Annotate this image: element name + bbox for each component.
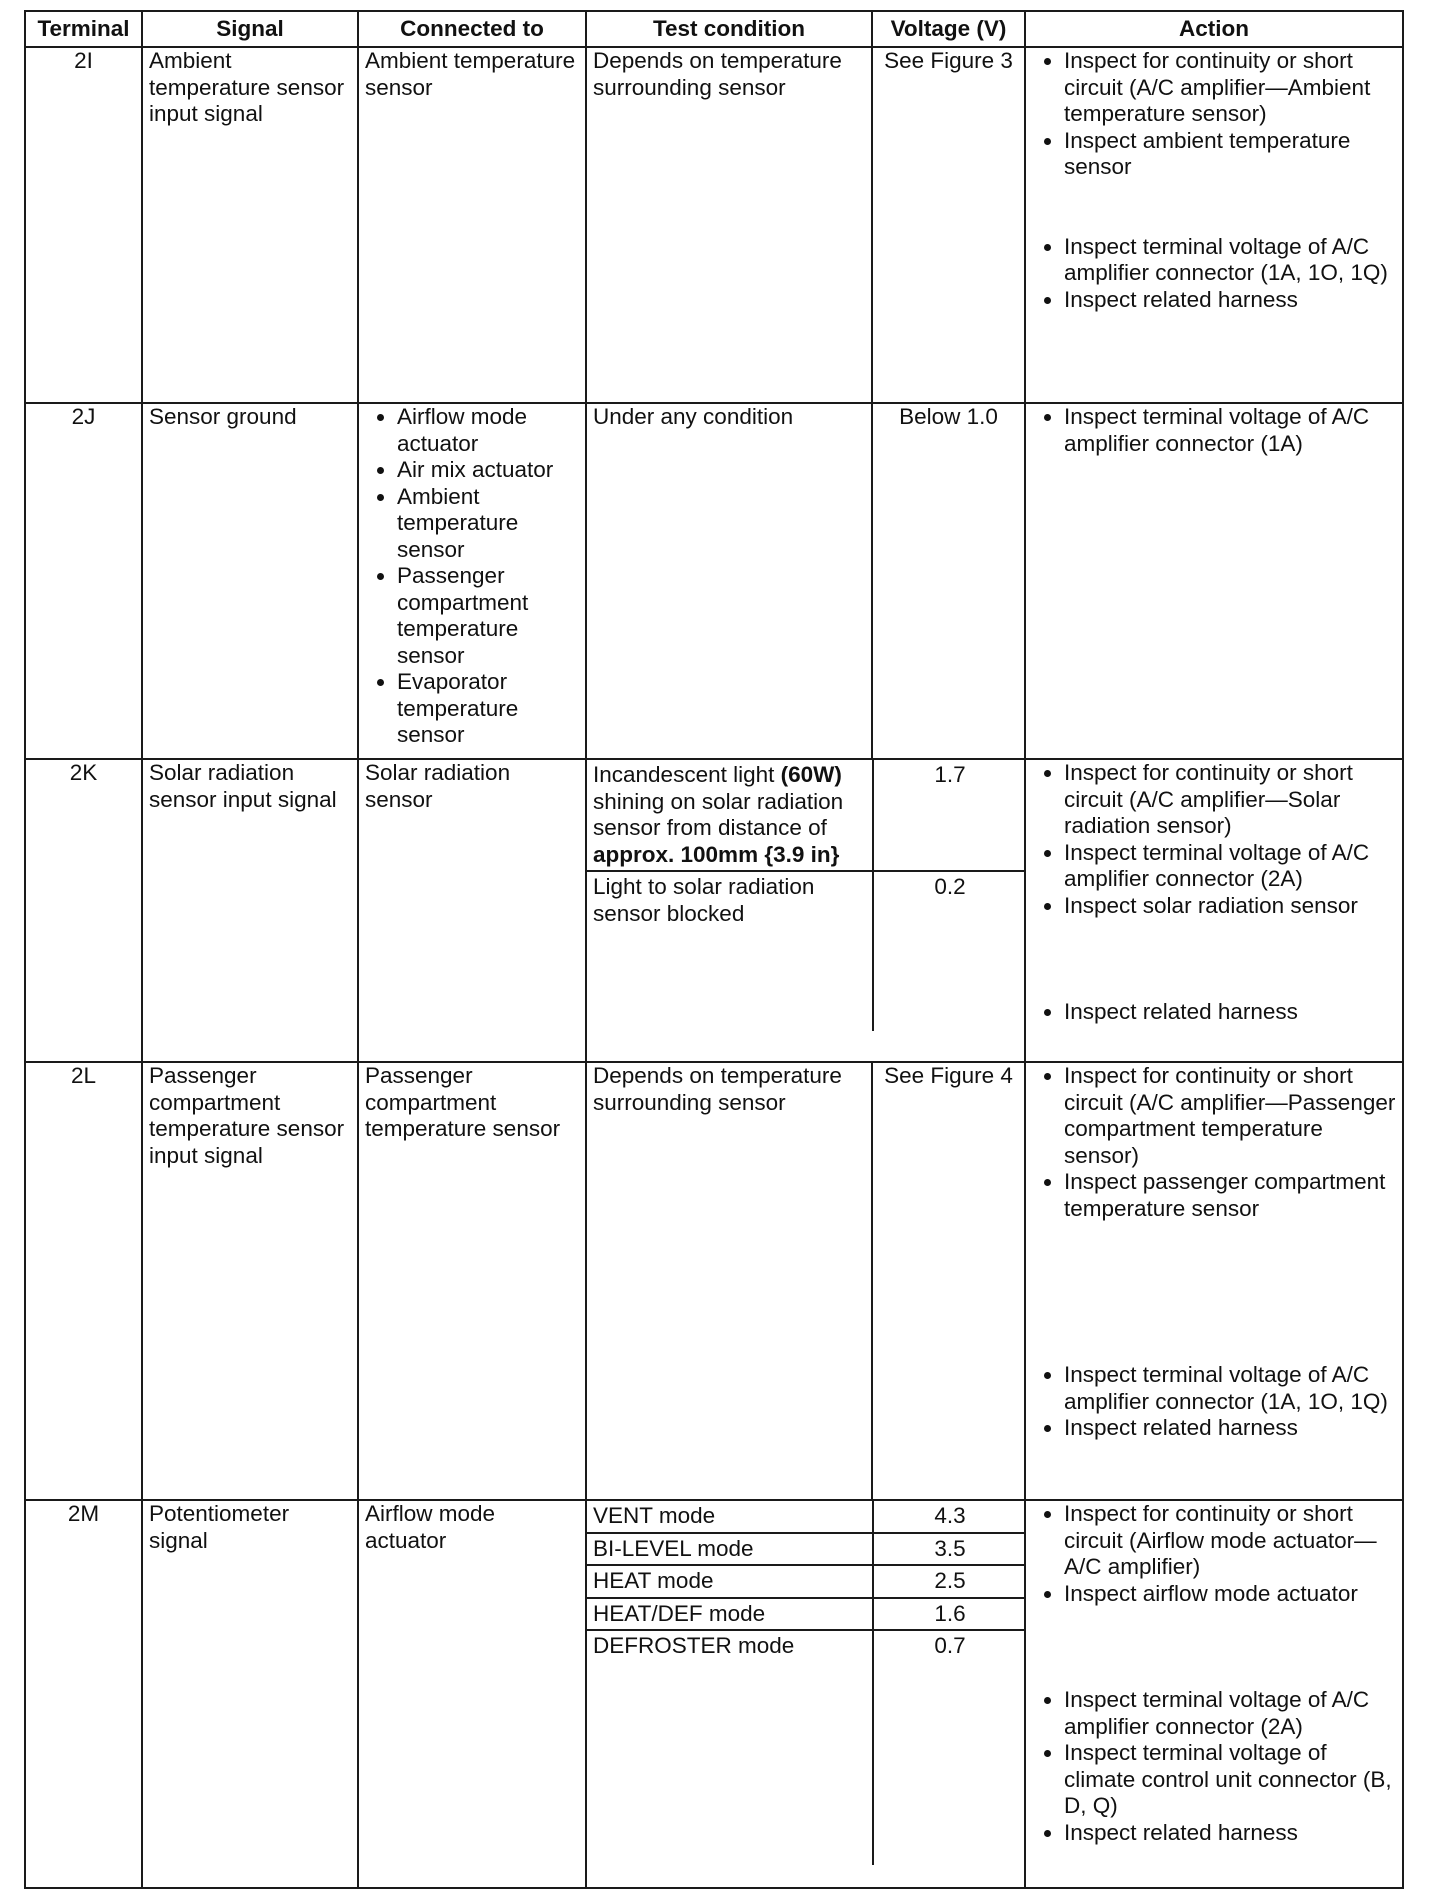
action-cell	[1025, 1062, 1403, 1500]
mode-row	[587, 1501, 1026, 1533]
table-row	[25, 759, 1403, 1062]
table-row	[25, 1500, 1403, 1888]
action-item: • Inspect passenger compartment temperature sensor	[1064, 1169, 1396, 1222]
test-voltage-subtable	[587, 760, 1026, 1031]
test-condition-cell: Under any condition	[586, 403, 872, 759]
connected-cell: Solar radiation sensor	[358, 759, 586, 1062]
test-bold-text: approx. 100mm {3.9 in}	[593, 841, 840, 867]
action-item: • Inspect related harness	[1064, 999, 1396, 1026]
terminal-cell: 2K	[25, 759, 142, 1062]
action-cell	[1025, 759, 1403, 1062]
sub-row	[587, 760, 1026, 871]
terminal-inspection-page	[24, 10, 1402, 1889]
mode-name: HEAT mode	[587, 1565, 873, 1598]
mode-voltage: 1.6	[873, 1598, 1026, 1631]
header-test-condition: Test condition	[586, 11, 872, 47]
action-item: • Inspect terminal voltage of climate control unit connector (B, D, Q)	[1064, 1740, 1396, 1820]
action-item: • Inspect related harness	[1064, 1820, 1396, 1847]
mode-voltage-subtable	[587, 1501, 1026, 1865]
terminal-cell: 2M	[25, 1500, 142, 1888]
mode-name: VENT mode	[587, 1501, 873, 1533]
signal-cell: Ambient temperature sensor input signal	[142, 47, 358, 403]
connected-item: • Evaporator temperature sensor	[397, 669, 579, 749]
action-item: • Inspect solar radiation sensor	[1064, 893, 1396, 920]
header-terminal: Terminal	[25, 11, 142, 47]
test-text: Incandescent light	[593, 762, 781, 787]
table-row	[25, 1062, 1403, 1500]
connected-cell: Ambient temperature sensor	[358, 47, 586, 403]
action-item: • Inspect related harness	[1064, 287, 1396, 314]
mode-name: HEAT/DEF mode	[587, 1598, 873, 1631]
connected-item: • Ambient temperature sensor	[397, 484, 579, 564]
test-condition-cell: Light to solar radiation sensor blocked	[593, 874, 815, 926]
mode-row	[587, 1565, 1026, 1598]
connected-cell: Airflow mode actuator	[358, 1500, 586, 1888]
table-row	[25, 47, 1403, 403]
mode-voltage-subtable-cell	[586, 1500, 1025, 1888]
action-item: • Inspect for continuity or short circuit (A/C amplifier—Passenger compartment temperature sensor)	[1064, 1063, 1396, 1169]
signal-cell: Solar radiation sensor input signal	[142, 759, 358, 1062]
header-action: Action	[1025, 11, 1403, 47]
table-row	[25, 403, 1403, 759]
test-text: shining on solar radiation sensor from distance of	[593, 788, 844, 840]
test-bold-text: (60W)	[780, 762, 842, 787]
connected-cell	[358, 403, 586, 759]
mode-voltage: 2.5	[873, 1565, 1026, 1598]
terminal-cell: 2I	[25, 47, 142, 403]
action-item: • Inspect ambient temperature sensor	[1064, 128, 1396, 181]
terminal-table	[24, 10, 1404, 1889]
header-connected-to: Connected to	[358, 11, 586, 47]
signal-cell: Sensor ground	[142, 403, 358, 759]
mode-voltage: 3.5	[873, 1533, 1026, 1566]
terminal-cell: 2J	[25, 403, 142, 759]
voltage-cell: 1.7	[873, 760, 1026, 871]
mode-row	[587, 1533, 1026, 1566]
connected-item: • Airflow mode actuator	[397, 404, 579, 457]
action-item: • Inspect terminal voltage of A/C amplifier connector (2A)	[1064, 840, 1396, 893]
action-cell	[1025, 403, 1403, 759]
test-condition-cell: Depends on temperature surrounding sensor	[586, 1062, 872, 1500]
header-signal: Signal	[142, 11, 358, 47]
voltage-cell: See Figure 4	[872, 1062, 1025, 1500]
test-voltage-subtable-cell	[586, 759, 1025, 1062]
sub-row	[587, 871, 1026, 1031]
signal-cell: Potentiometer signal	[142, 1500, 358, 1888]
action-item: • Inspect for continuity or short circuit (A/C amplifier—Solar radiation sensor)	[1064, 760, 1396, 840]
mode-row	[587, 1630, 1026, 1865]
action-item: • Inspect airflow mode actuator	[1064, 1581, 1396, 1608]
action-item: • Inspect terminal voltage of A/C amplifier connector (1A, 1O, 1Q)	[1064, 1362, 1396, 1415]
voltage-cell: See Figure 3	[872, 47, 1025, 403]
terminal-cell: 2L	[25, 1062, 142, 1500]
mode-name: BI-LEVEL mode	[587, 1533, 873, 1566]
action-item: • Inspect for continuity or short circuit (A/C amplifier—Ambient temperature sensor)	[1064, 48, 1396, 128]
connected-cell: Passenger compartment temperature sensor	[358, 1062, 586, 1500]
mode-voltage: 4.3	[873, 1501, 1026, 1533]
test-condition-cell: Depends on temperature surrounding sensor	[586, 47, 872, 403]
mode-name: DEFROSTER mode	[593, 1633, 795, 1658]
header-voltage: Voltage (V)	[872, 11, 1025, 47]
connected-item: • Passenger compartment temperature sensor	[397, 563, 579, 669]
action-item: • Inspect terminal voltage of A/C amplifier connector (1A, 1O, 1Q)	[1064, 234, 1396, 287]
action-item: • Inspect for continuity or short circuit (Airflow mode actuator—A/C amplifier)	[1064, 1501, 1396, 1581]
mode-row	[587, 1598, 1026, 1631]
header-row	[25, 11, 1403, 47]
mode-voltage: 0.7	[873, 1630, 1026, 1865]
action-cell	[1025, 1500, 1403, 1888]
action-item: • Inspect terminal voltage of A/C amplifier connector (2A)	[1064, 1687, 1396, 1740]
action-item: • Inspect related harness	[1064, 1415, 1396, 1442]
signal-cell: Passenger compartment temperature sensor input signal	[142, 1062, 358, 1500]
test-condition-cell	[587, 760, 873, 871]
action-cell	[1025, 47, 1403, 403]
voltage-cell: 0.2	[873, 871, 1026, 1031]
voltage-cell: Below 1.0	[872, 403, 1025, 759]
connected-item: • Air mix actuator	[397, 457, 579, 484]
action-item: • Inspect terminal voltage of A/C amplifier connector (1A)	[1064, 404, 1396, 457]
